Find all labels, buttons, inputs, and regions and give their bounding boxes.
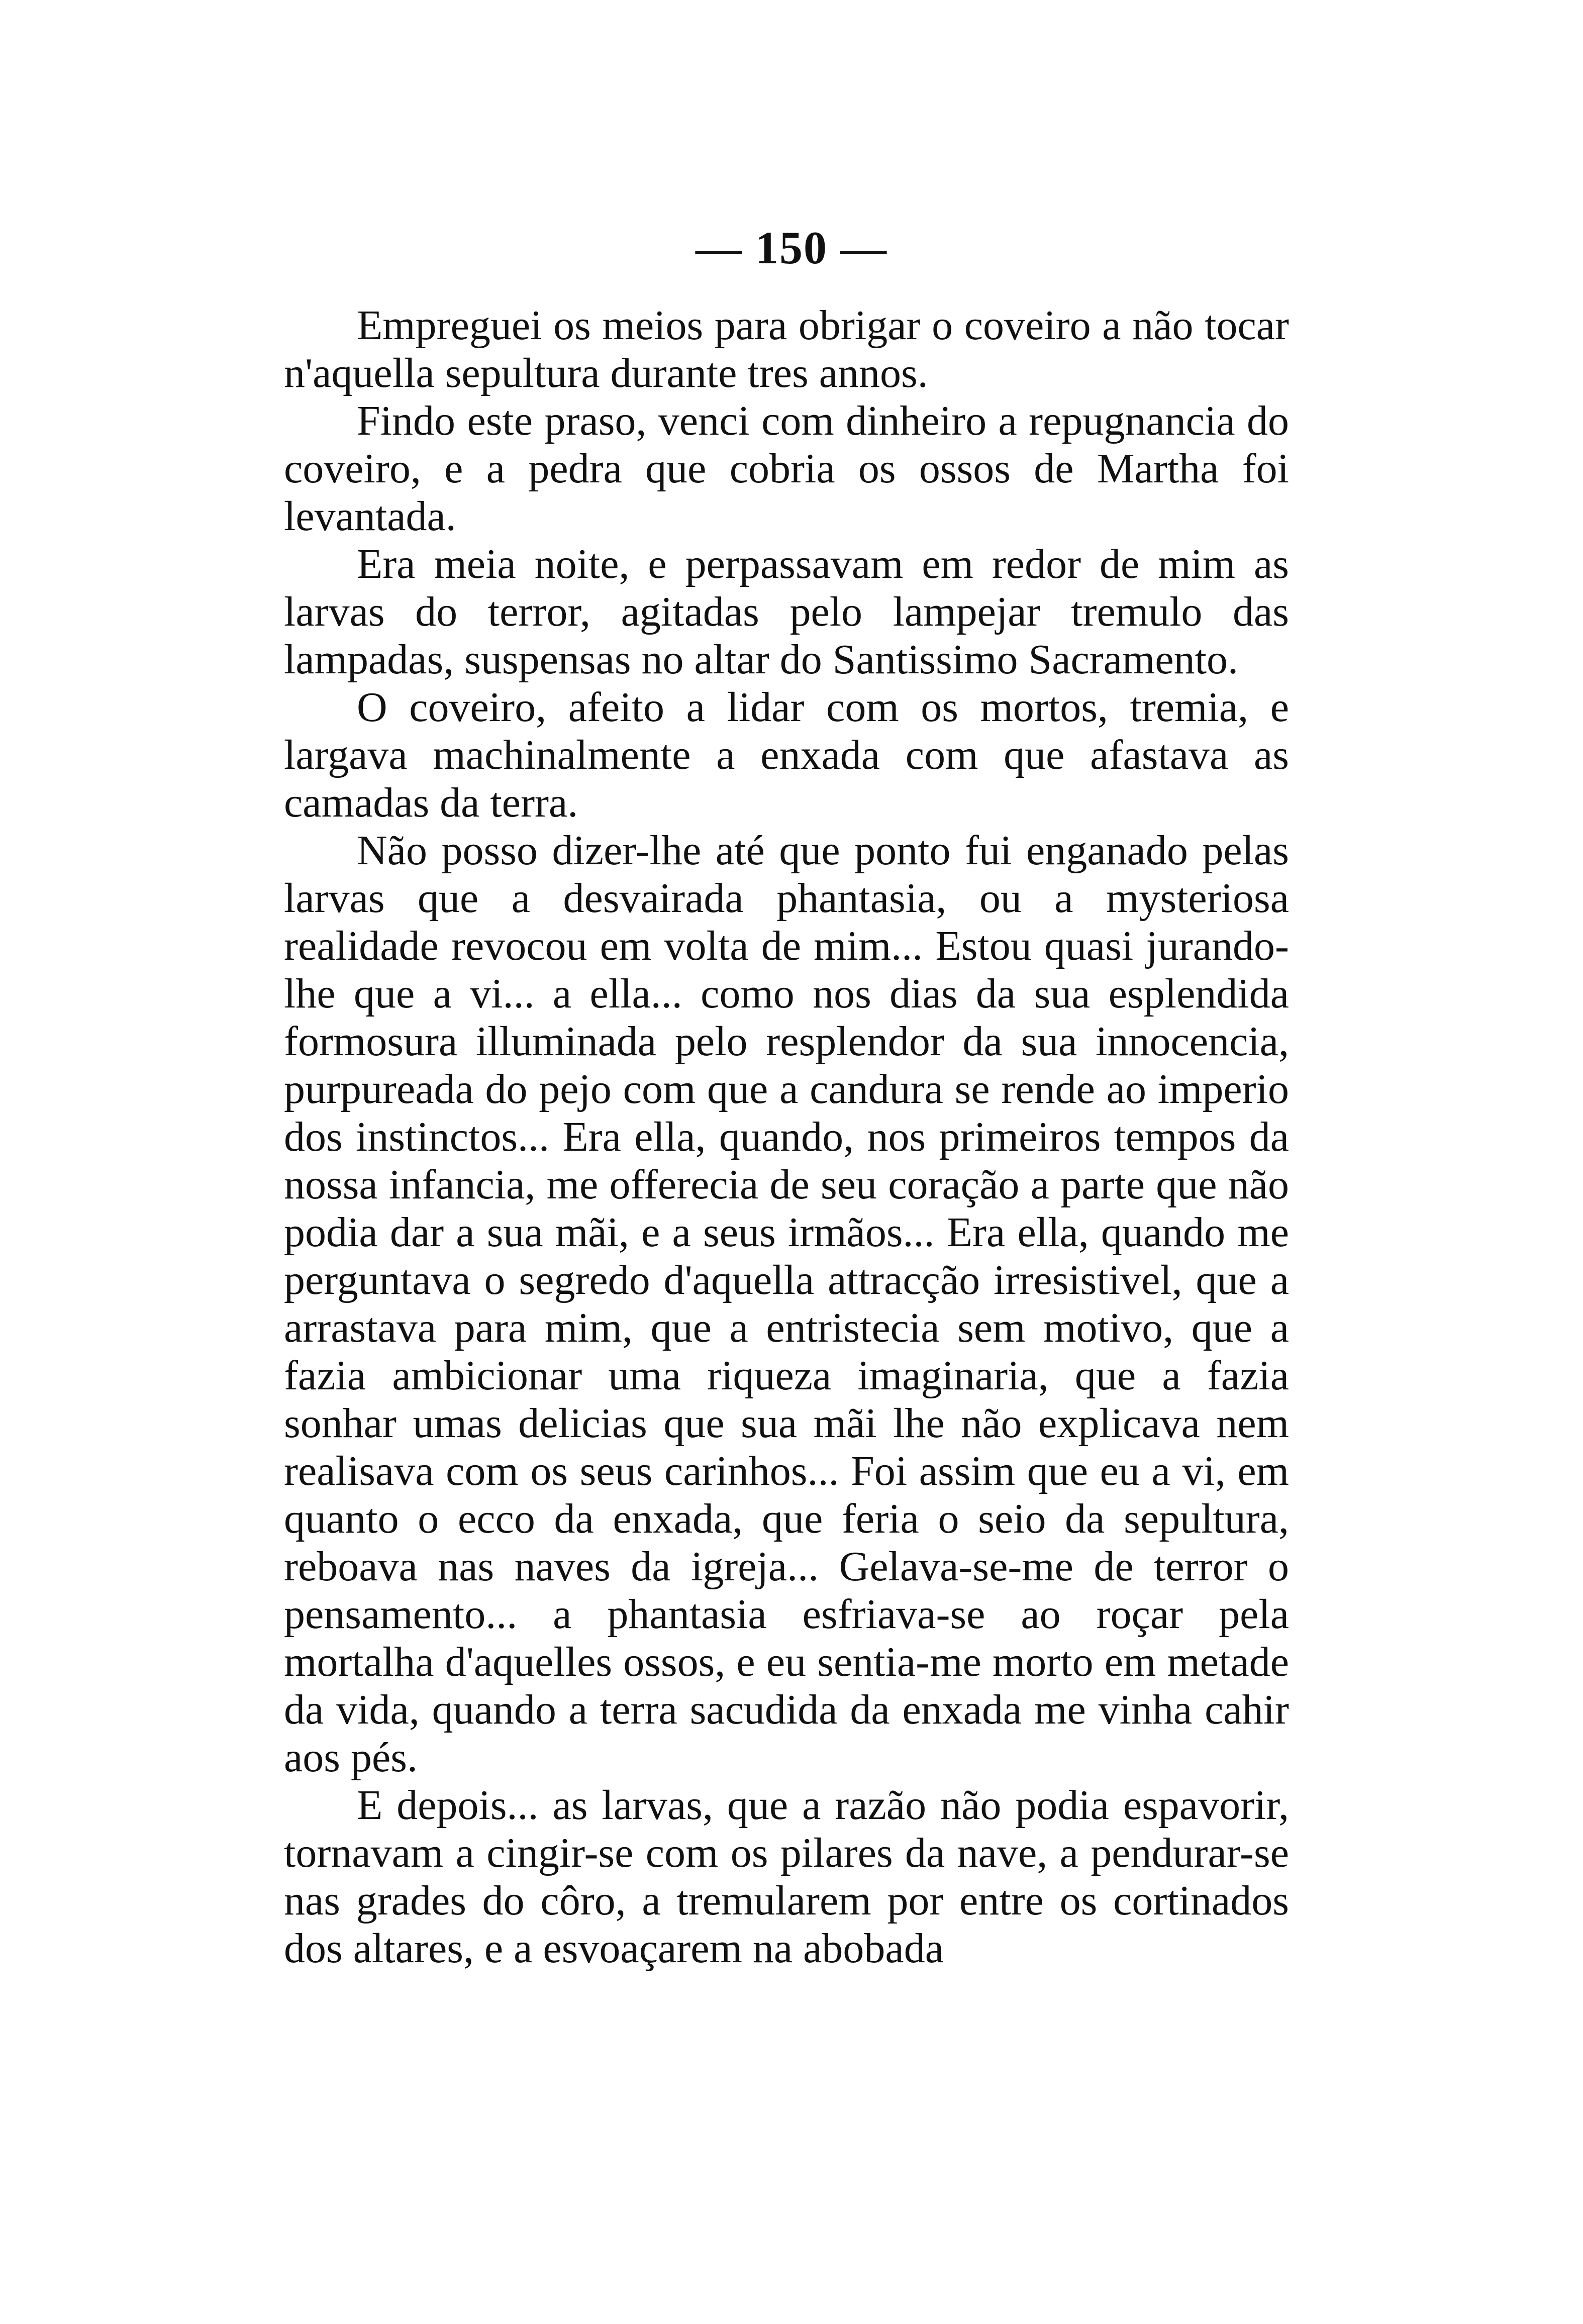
paragraph-4: O coveiro, afeito a lidar com os mortos, tremia, e largava machinalmente a enxada com que afastava as camadas da terra. [284, 684, 1289, 826]
page-number: — 150 — [696, 222, 887, 273]
paragraph-2: Findo este praso, venci com dinheiro a repugnancia do coveiro, e a pedra que cobria os ossos de Martha foi levantada. [284, 397, 1289, 540]
paragraph-3: Era meia noite, e perpassavam em redor de mim as larvas do terror, agitadas pelo lampejar tremulo das lampadas, suspensas no altar do Santissimo Sacramento. [284, 541, 1289, 683]
paragraph-6: E depois... as larvas, que a razão não podia espavorir, tornavam a cingir-se com os pilares da nave, a pendurar-se nas grades do côro, a tremularem por entre os cortinados dos altares, e a esvoaçarem na abobada [284, 1782, 1289, 1972]
paragraph-1: Empreguei os meios para obrigar o coveiro a não tocar n'aquella sepultura durante tres annos. [284, 302, 1289, 396]
paragraph-5: Não posso dizer-lhe até que ponto fui enganado pelas larvas que a desvairada phantasia, ou a mysteriosa realidade revocou em volta de mim... Estou quasi jurando-lhe que a vi... a ella... como nos dias da sua esplendida formosura illuminada pelo resplendor da sua innocencia, purpureada do pejo com que a candura se rende ao imperio dos instinctos... Era ella, quando, nos primeiros tempos da nossa infancia, me offerecia de seu coração a parte que não podia dar a sua mãi, e a seus irmãos... Era ella, quando me perguntava o segredo d'aquella attracção irresistivel, que a arrastava para mim, que a entristecia sem motivo, que a fazia ambicionar uma riqueza imaginaria, que a fazia sonhar umas delicias que sua mãi lhe não explicava nem realisava com os seus carinhos... Foi assim que eu a vi, em quanto o ecco da enxada, que feria o seio da sepultura, reboava nas naves da igreja... Gelava-se-me de terror o pensamento... a phantasia esfriava-se ao roçar pela mortalha d'aquelles ossos, e eu sentia-me morto em metade da vida, quando a terra sacudida da enxada me vinha cahir aos pés. [284, 827, 1289, 1781]
body-text [284, 301, 1289, 1972]
